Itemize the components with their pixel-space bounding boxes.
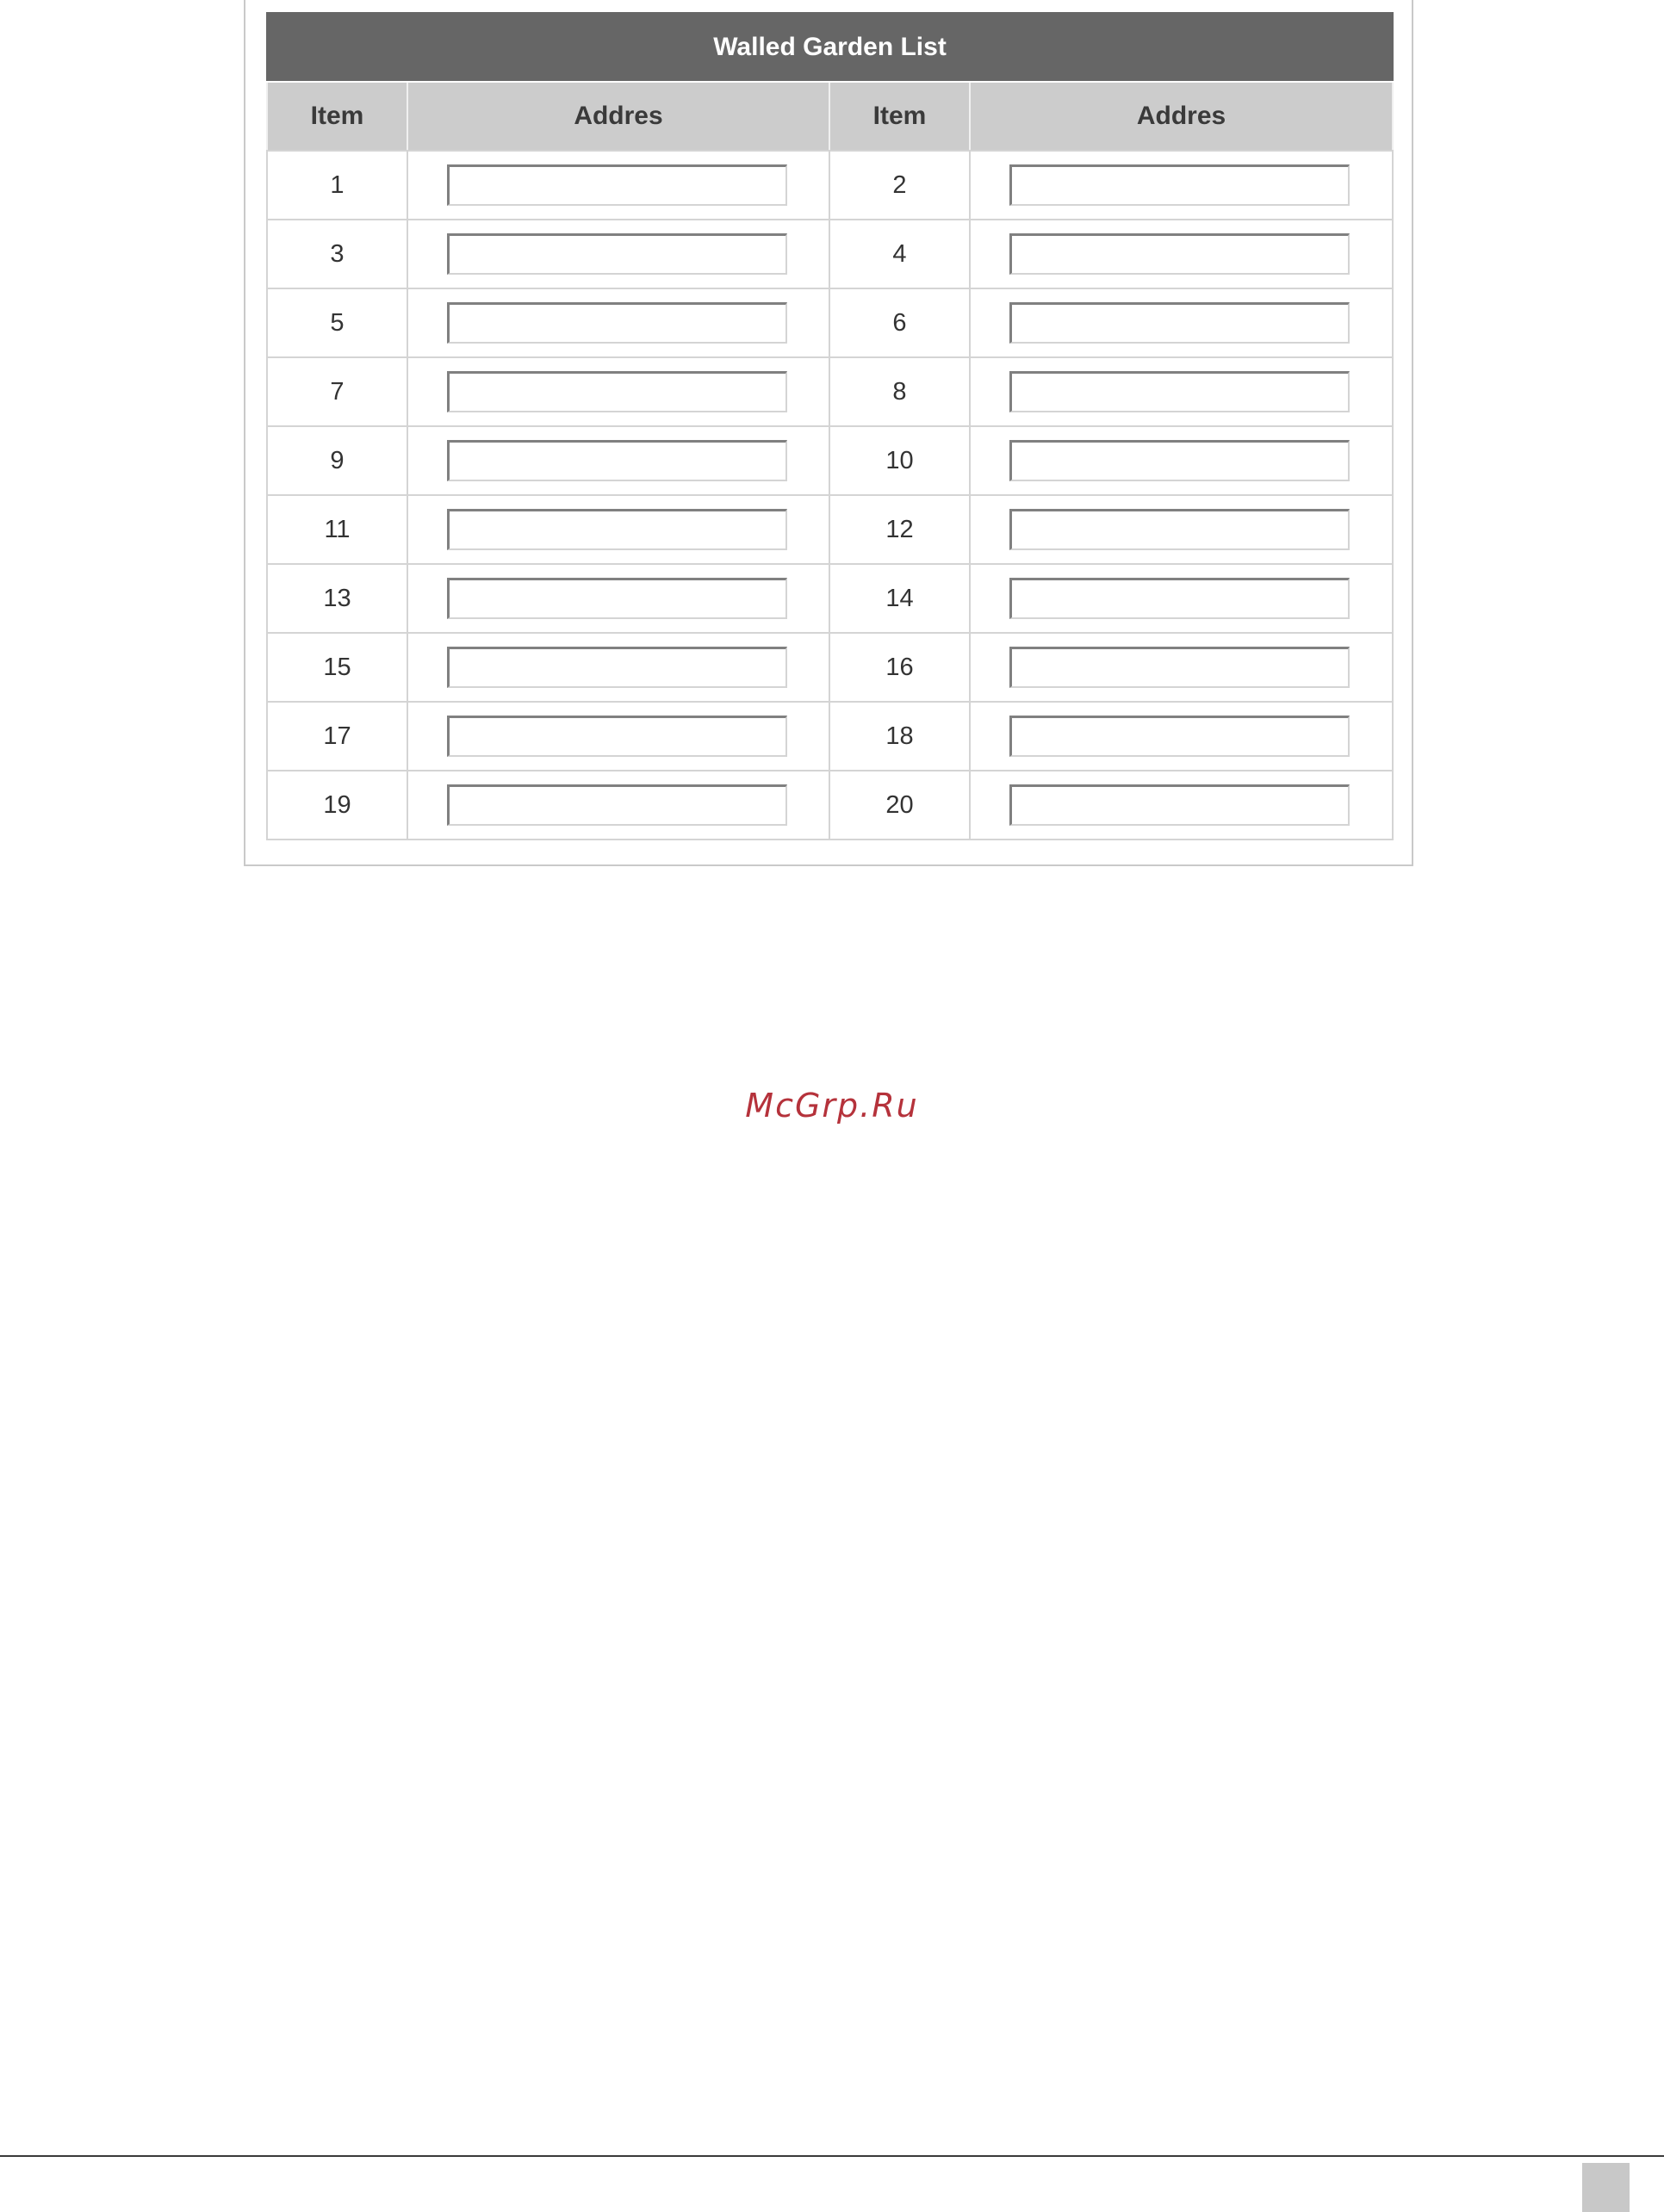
address-cell — [407, 357, 829, 426]
address-cell — [407, 288, 829, 357]
address-cell — [970, 702, 1393, 771]
address-cell — [407, 564, 829, 633]
column-header-item: Item — [267, 82, 407, 151]
address-input-5[interactable] — [447, 302, 787, 344]
item-number: 16 — [829, 633, 970, 702]
table-row — [267, 633, 1393, 702]
address-cell — [970, 151, 1393, 220]
address-input-4[interactable] — [1009, 233, 1350, 275]
address-input-19[interactable] — [447, 784, 787, 826]
item-number: 11 — [267, 495, 407, 564]
footer-divider — [0, 2155, 1664, 2157]
item-number: 12 — [829, 495, 970, 564]
address-cell — [407, 633, 829, 702]
address-cell — [407, 426, 829, 495]
address-cell — [970, 288, 1393, 357]
address-input-9[interactable] — [447, 440, 787, 481]
item-number: 8 — [829, 357, 970, 426]
address-input-6[interactable] — [1009, 302, 1350, 344]
address-input-10[interactable] — [1009, 440, 1350, 481]
address-input-14[interactable] — [1009, 578, 1350, 619]
table-header-row — [267, 82, 1393, 151]
item-number: 18 — [829, 702, 970, 771]
address-cell — [407, 151, 829, 220]
table-title: Walled Garden List — [267, 13, 1393, 82]
address-cell — [970, 220, 1393, 288]
table-title-row — [267, 13, 1393, 82]
address-cell — [970, 771, 1393, 840]
page-number-tab — [1582, 2163, 1630, 2212]
address-cell — [970, 495, 1393, 564]
address-cell — [970, 426, 1393, 495]
item-number: 17 — [267, 702, 407, 771]
item-number: 6 — [829, 288, 970, 357]
address-input-3[interactable] — [447, 233, 787, 275]
item-number: 10 — [829, 426, 970, 495]
address-cell — [970, 633, 1393, 702]
item-number: 7 — [267, 357, 407, 426]
address-input-7[interactable] — [447, 371, 787, 412]
address-input-17[interactable] — [447, 716, 787, 757]
address-input-1[interactable] — [447, 164, 787, 206]
address-input-15[interactable] — [447, 647, 787, 688]
address-input-20[interactable] — [1009, 784, 1350, 826]
address-input-11[interactable] — [447, 509, 787, 550]
address-cell — [970, 564, 1393, 633]
table-row — [267, 702, 1393, 771]
item-number: 19 — [267, 771, 407, 840]
table-row — [267, 564, 1393, 633]
address-input-2[interactable] — [1009, 164, 1350, 206]
table-row — [267, 288, 1393, 357]
address-input-12[interactable] — [1009, 509, 1350, 550]
item-number: 2 — [829, 151, 970, 220]
item-number: 20 — [829, 771, 970, 840]
address-input-16[interactable] — [1009, 647, 1350, 688]
column-header-address: Addres — [407, 82, 829, 151]
item-number: 13 — [267, 564, 407, 633]
column-header-item: Item — [829, 82, 970, 151]
item-number: 4 — [829, 220, 970, 288]
watermark-text: McGrp.Ru — [745, 1087, 919, 1125]
table-row — [267, 151, 1393, 220]
item-number: 5 — [267, 288, 407, 357]
item-number: 14 — [829, 564, 970, 633]
table-row — [267, 220, 1393, 288]
address-input-13[interactable] — [447, 578, 787, 619]
table-row — [267, 357, 1393, 426]
address-cell — [407, 771, 829, 840]
address-cell — [407, 702, 829, 771]
table-row — [267, 771, 1393, 840]
item-number: 1 — [267, 151, 407, 220]
item-number: 9 — [267, 426, 407, 495]
table-row — [267, 495, 1393, 564]
address-cell — [970, 357, 1393, 426]
address-cell — [407, 220, 829, 288]
item-number: 15 — [267, 633, 407, 702]
item-number: 3 — [267, 220, 407, 288]
table-row — [267, 426, 1393, 495]
column-header-address: Addres — [970, 82, 1393, 151]
address-input-18[interactable] — [1009, 716, 1350, 757]
address-input-8[interactable] — [1009, 371, 1350, 412]
walled-garden-table — [266, 12, 1394, 840]
address-cell — [407, 495, 829, 564]
